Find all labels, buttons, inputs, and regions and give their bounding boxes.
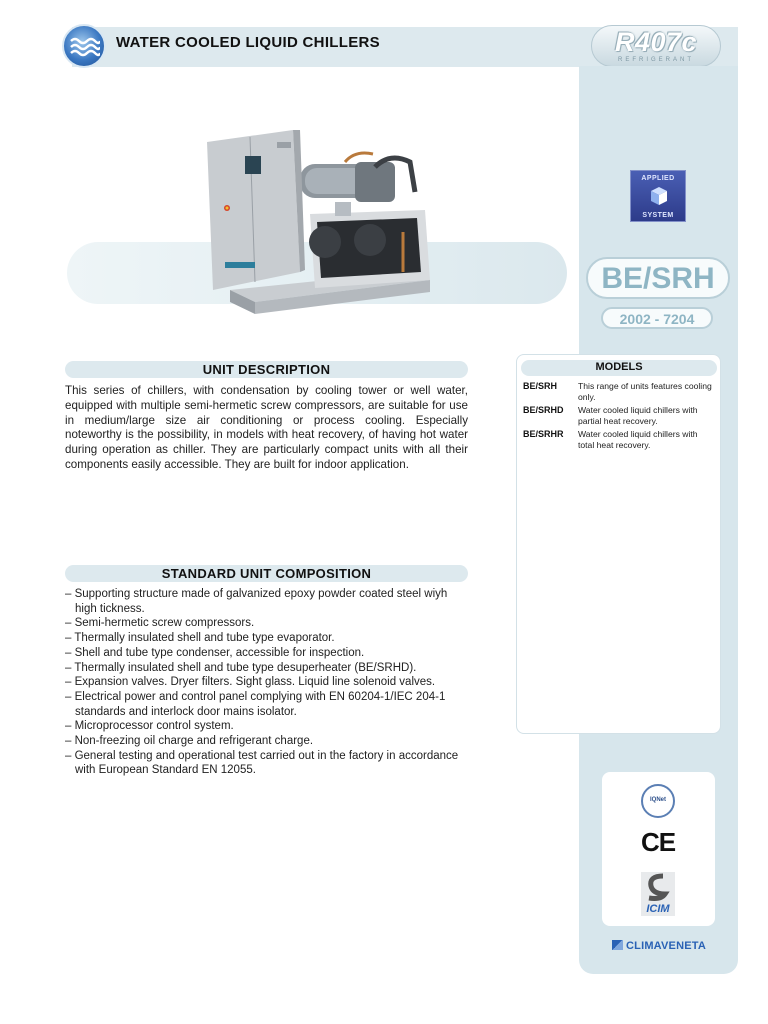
- model-code: BE/SRHR: [523, 429, 564, 439]
- list-item: – Semi-hermetic screw compressors.: [65, 617, 255, 630]
- model-description: Water cooled liquid chillers with partial heat recovery.: [578, 405, 698, 426]
- model-description: This range of units features cooling only.: [578, 381, 712, 402]
- models-heading: MODELS: [595, 361, 643, 373]
- list-item: – Electrical power and control panel complying with EN 60204-1/IEC 204-1 standards and interlock door mains isolator.: [65, 690, 446, 718]
- list-item: – Thermally insulated shell and tube type evaporator.: [65, 632, 335, 645]
- iqnet-label: IQNet: [649, 797, 666, 803]
- brand-logo: [612, 940, 706, 952]
- standard-composition-heading: STANDARD UNIT COMPOSITION: [161, 566, 372, 581]
- list-item: – Supporting structure made of galvanized epoxy powder coated steel wiyh high tickness.: [65, 588, 448, 615]
- unit-description-text: This series of chillers, with condensation by cooling tower or well water, equipped with multiple semi-hermetic screw compressors, are suitable for use in medium/large size air conditioning or process cooling. Especially noteworthy is the possibility, in models with heat recovery, of having hot water during operation as chiller. They are particularly compact units with all their components easily accessible. They are built for indoor application.: [65, 384, 468, 471]
- list-item: – Thermally insulated shell and tube type desuperheater (BE/SRHD).: [65, 661, 417, 674]
- model-name-badge: [586, 257, 730, 299]
- unit-description-heading-bar: [65, 361, 468, 378]
- model-range-badge: [601, 307, 713, 329]
- list-item: – General testing and operational test carried out in the factory in accordance with European Standard EN 12055.: [65, 749, 459, 777]
- model-description: Water cooled liquid chillers with total heat recovery.: [578, 429, 698, 450]
- standard-composition-heading-bar: [65, 565, 468, 582]
- model-code: BE/SRH: [523, 381, 558, 391]
- ce-mark-icon: CE: [641, 827, 676, 857]
- cube-icon: [650, 186, 668, 206]
- refrigerant-sublabel: REFRIGERANT: [617, 57, 694, 63]
- model-range: 2002 - 7204: [619, 311, 695, 327]
- chiller-unit-image: [205, 122, 435, 322]
- iqnet-certification-icon: [641, 784, 675, 818]
- icim-label: ICIM: [646, 903, 670, 915]
- composition-list: [65, 587, 470, 778]
- list-item: – Microprocessor control system.: [65, 720, 234, 733]
- model-name: BE/SRH: [601, 262, 715, 295]
- refrigerant-label: R407c: [614, 27, 698, 57]
- models-heading-bar: [521, 360, 717, 376]
- refrigerant-badge: [591, 25, 721, 67]
- water-wave-logo-icon: [62, 24, 106, 68]
- list-item: – Non-freezing oil charge and refrigerant charge.: [65, 735, 314, 748]
- applied-system-logo: [630, 170, 686, 222]
- brand-mark-icon: [612, 940, 623, 950]
- model-code: BE/SRHD: [523, 405, 564, 415]
- brand-name: CLIMAVENETA: [626, 940, 707, 952]
- list-item: – Expansion valves. Dryer filters. Sight glass. Liquid line solenoid valves.: [65, 676, 436, 689]
- applied-label: APPLIED: [641, 175, 675, 182]
- system-label: SYSTEM: [642, 212, 674, 219]
- page-title: WATER COOLED LIQUID CHILLERS: [116, 34, 380, 51]
- unit-description-heading: UNIT DESCRIPTION: [202, 362, 331, 377]
- list-item: – Shell and tube type condenser, accessible for inspection.: [65, 646, 365, 659]
